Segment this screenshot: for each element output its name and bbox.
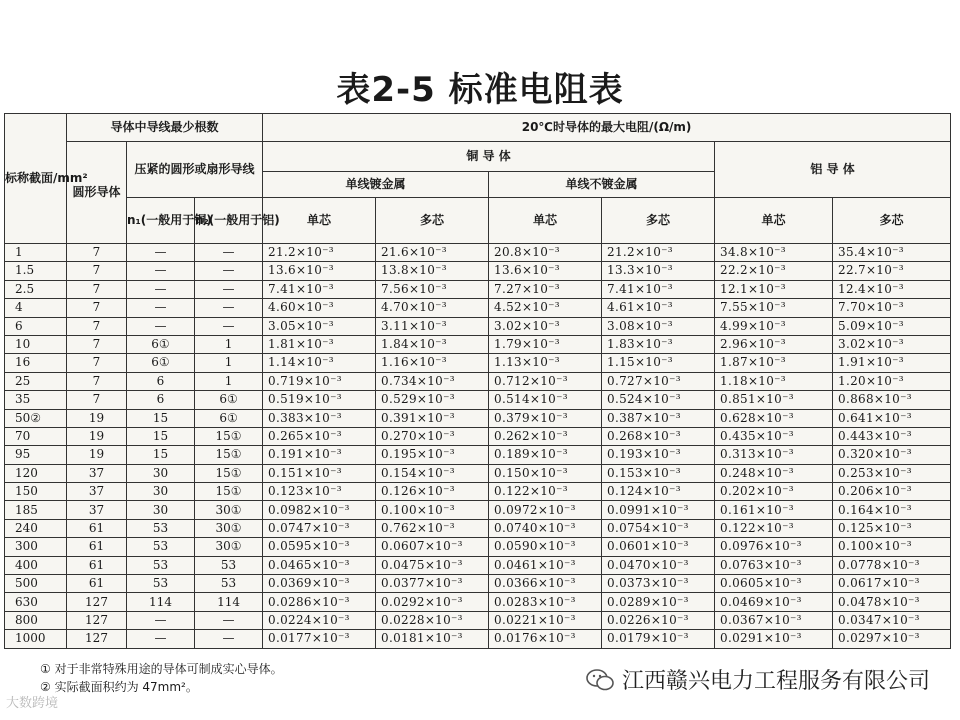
table-cell: 6① [127,354,195,372]
header-round-conductor: 圆形导体 [67,142,127,244]
table-cell: 0.164×10⁻³ [833,501,951,519]
table-cell: 6① [195,391,263,409]
table-cell: 0.0607×10⁻³ [376,538,489,556]
table-cell: 0.0475×10⁻³ [376,556,489,574]
table-cell: 15① [195,427,263,445]
header-copper: 铜 导 体 [263,142,715,172]
table-row [5,299,951,317]
table-cell: 7 [67,354,127,372]
table-cell: 21.2×10⁻³ [602,244,715,262]
table-row [5,556,951,574]
table-cell: 0.0991×10⁻³ [602,501,715,519]
table-cell: 1.91×10⁻³ [833,354,951,372]
table-cell: 61 [67,538,127,556]
table-cell: 127 [67,593,127,611]
table-cell: 0.734×10⁻³ [376,372,489,390]
table-cell: 3.05×10⁻³ [263,317,376,335]
table-cell: 3.02×10⁻³ [489,317,602,335]
table-cell: 0.0369×10⁻³ [263,575,376,593]
table-cell: — [127,630,195,648]
table-cell: 630 [5,593,67,611]
table-cell: 7 [67,244,127,262]
table-cell: 15 [127,427,195,445]
table-cell: 0.0754×10⁻³ [602,519,715,537]
table-row [5,501,951,519]
table-cell: 30 [127,483,195,501]
table-cell: 7 [67,317,127,335]
table-cell: 0.0367×10⁻³ [715,611,833,629]
table-cell: 0.628×10⁻³ [715,409,833,427]
table-cell: 7 [67,335,127,353]
header-aluminum-multi: 多芯 [833,198,951,244]
table-cell: 35.4×10⁻³ [833,244,951,262]
table-cell: — [195,262,263,280]
table-row [5,593,951,611]
table-row [5,262,951,280]
table-cell: 0.248×10⁻³ [715,464,833,482]
table-cell: 61 [67,575,127,593]
table-cell: 127 [67,630,127,648]
table-cell: 15 [127,446,195,464]
table-cell: 30① [195,519,263,537]
table-cell: 0.153×10⁻³ [602,464,715,482]
table-cell: 0.125×10⁻³ [833,519,951,537]
table-cell: 6① [127,335,195,353]
table-cell: 240 [5,519,67,537]
table-cell: 0.265×10⁻³ [263,427,376,445]
table-cell: 12.1×10⁻³ [715,280,833,298]
table-cell: 0.0221×10⁻³ [489,611,602,629]
header-unplated-multi: 多芯 [602,198,715,244]
table-cell: 50② [5,409,67,427]
table-cell: 0.0377×10⁻³ [376,575,489,593]
table-cell: 150 [5,483,67,501]
table-cell: 0.122×10⁻³ [715,519,833,537]
table-cell: 4.52×10⁻³ [489,299,602,317]
table-cell: 13.8×10⁻³ [376,262,489,280]
header-plated-single: 单芯 [263,198,376,244]
table-cell: 0.268×10⁻³ [602,427,715,445]
table-cell: — [127,280,195,298]
table-cell: 0.0976×10⁻³ [715,538,833,556]
table-cell: 1.81×10⁻³ [263,335,376,353]
table-cell: 0.195×10⁻³ [376,446,489,464]
table-cell: 0.0289×10⁻³ [602,593,715,611]
table-cell: 53 [195,556,263,574]
table-cell: 0.0283×10⁻³ [489,593,602,611]
table-cell: 0.253×10⁻³ [833,464,951,482]
table-cell: 4 [5,299,67,317]
table-cell: 400 [5,556,67,574]
table-cell: 127 [67,611,127,629]
table-cell: 0.529×10⁻³ [376,391,489,409]
watermark: 大数跨境 [6,696,59,711]
table-cell: 0.0347×10⁻³ [833,611,951,629]
table-cell: 19 [67,446,127,464]
table-cell: 6 [127,372,195,390]
table-cell: 0.122×10⁻³ [489,483,602,501]
header-aluminum: 铝 导 体 [715,142,951,198]
table-cell: — [195,280,263,298]
table-cell: 13.6×10⁻³ [489,262,602,280]
table-cell: 1 [5,244,67,262]
header-unplated-single: 单芯 [489,198,602,244]
table-cell: 53 [127,538,195,556]
table-cell: 22.2×10⁻³ [715,262,833,280]
table-cell: 95 [5,446,67,464]
header-plated-multi: 多芯 [376,198,489,244]
table-row [5,391,951,409]
table-cell: 0.206×10⁻³ [833,483,951,501]
table-cell: 1.15×10⁻³ [602,354,715,372]
table-cell: 37 [67,483,127,501]
brand-name: 江西赣兴电力工程服务有限公司 [621,669,930,694]
table-cell: 7 [67,391,127,409]
table-cell: 53 [195,575,263,593]
table-cell: 0.0763×10⁻³ [715,556,833,574]
table-cell: 0.154×10⁻³ [376,464,489,482]
footnotes [40,660,283,696]
table-cell: 300 [5,538,67,556]
table-cell: — [195,317,263,335]
table-cell: 15① [195,464,263,482]
table-cell: 0.641×10⁻³ [833,409,951,427]
table-cell: 0.189×10⁻³ [489,446,602,464]
table-cell: 0.0228×10⁻³ [376,611,489,629]
table-cell: 0.0778×10⁻³ [833,556,951,574]
table-cell: 53 [127,575,195,593]
table-cell: 0.313×10⁻³ [715,446,833,464]
table-cell: 0.0286×10⁻³ [263,593,376,611]
table-cell: 61 [67,556,127,574]
table-cell: 16 [5,354,67,372]
table-cell: 0.0740×10⁻³ [489,519,602,537]
table-cell: 0.0291×10⁻³ [715,630,833,648]
header-plated: 单线镀金属 [263,172,489,198]
table-row [5,317,951,335]
table-cell: 0.0176×10⁻³ [489,630,602,648]
table-cell: 0.727×10⁻³ [602,372,715,390]
table-cell: — [127,244,195,262]
table-body [5,244,951,649]
header-nominal-section: 标称截面/mm² [5,114,67,244]
header-unplated: 单线不镀金属 [489,172,715,198]
table-cell: 0.387×10⁻³ [602,409,715,427]
table-cell: — [127,611,195,629]
table-cell: 0.0478×10⁻³ [833,593,951,611]
table-cell: 19 [67,427,127,445]
table-cell: 6 [5,317,67,335]
table-cell: 30 [127,464,195,482]
table-cell: 53 [127,556,195,574]
table-cell: 1.20×10⁻³ [833,372,951,390]
table-cell: 0.270×10⁻³ [376,427,489,445]
table-row [5,575,951,593]
table-cell: 0.519×10⁻³ [263,391,376,409]
header-max-resistance: 20℃时导体的最大电阻/(Ω/m) [263,114,951,142]
header-compact-conductor: 压紧的圆形或扇形导线 [127,142,263,198]
table-cell: — [127,317,195,335]
table-cell: 5.09×10⁻³ [833,317,951,335]
table-row [5,427,951,445]
table-cell: 35 [5,391,67,409]
table-cell: — [195,299,263,317]
table-cell: 20.8×10⁻³ [489,244,602,262]
table-cell: 22.7×10⁻³ [833,262,951,280]
table-cell: 0.262×10⁻³ [489,427,602,445]
table-cell: 800 [5,611,67,629]
table-cell: 53 [127,519,195,537]
table-cell: 12.4×10⁻³ [833,280,951,298]
table-cell: 7 [67,372,127,390]
table-row [5,354,951,372]
footnote-2: ② 实际截面积约为 47mm²。 [40,680,198,694]
table-cell: — [127,262,195,280]
table-cell: 30 [127,501,195,519]
table-cell: — [195,611,263,629]
table-cell: 0.712×10⁻³ [489,372,602,390]
table-cell: 0.0605×10⁻³ [715,575,833,593]
table-cell: 0.0224×10⁻³ [263,611,376,629]
table-cell: 7.41×10⁻³ [263,280,376,298]
table-cell: 0.514×10⁻³ [489,391,602,409]
table-cell: 0.0469×10⁻³ [715,593,833,611]
table-cell: 0.0747×10⁻³ [263,519,376,537]
table-cell: 185 [5,501,67,519]
table-cell: 7 [67,299,127,317]
table-cell: — [195,244,263,262]
table-row [5,335,951,353]
table-row [5,630,951,648]
table-cell: 1 [195,372,263,390]
table-cell: 0.126×10⁻³ [376,483,489,501]
header-min-strands: 导体中导线最少根数 [67,114,263,142]
table-cell: 0.191×10⁻³ [263,446,376,464]
header-n1: n₁(一般用于铜) [127,198,195,244]
table-row [5,483,951,501]
table-cell: — [195,630,263,648]
table-cell: 1.5 [5,262,67,280]
table-cell: 0.391×10⁻³ [376,409,489,427]
header-aluminum-single: 单芯 [715,198,833,244]
table-cell: 0.0465×10⁻³ [263,556,376,574]
table-cell: 10 [5,335,67,353]
table-cell: 0.0601×10⁻³ [602,538,715,556]
table-cell: 3.11×10⁻³ [376,317,489,335]
page-title: 表2-5 标准电阻表 [336,70,624,110]
table-cell: 0.150×10⁻³ [489,464,602,482]
table-cell: 6① [195,409,263,427]
table-cell: 25 [5,372,67,390]
table-cell: 120 [5,464,67,482]
table-cell: 0.524×10⁻³ [602,391,715,409]
table-cell: 0.0617×10⁻³ [833,575,951,593]
table-cell: 37 [67,501,127,519]
table-cell: 0.0181×10⁻³ [376,630,489,648]
table-cell: 0.100×10⁻³ [376,501,489,519]
table-cell: 4.70×10⁻³ [376,299,489,317]
table-cell: 0.0972×10⁻³ [489,501,602,519]
table-cell: 0.0590×10⁻³ [489,538,602,556]
table-cell: — [127,299,195,317]
table-cell: 21.2×10⁻³ [263,244,376,262]
table-cell: 15① [195,446,263,464]
table-cell: 21.6×10⁻³ [376,244,489,262]
table-cell: 1 [195,354,263,372]
table-cell: 15① [195,483,263,501]
table-cell: 0.0226×10⁻³ [602,611,715,629]
table-row [5,464,951,482]
table-cell: 0.161×10⁻³ [715,501,833,519]
table-cell: 0.0982×10⁻³ [263,501,376,519]
table-cell: 70 [5,427,67,445]
table-cell: 7.27×10⁻³ [489,280,602,298]
table-cell: 7.41×10⁻³ [602,280,715,298]
header-n2: n₂(一般用于铝) [195,198,263,244]
table-cell: 1.14×10⁻³ [263,354,376,372]
table-cell: 0.383×10⁻³ [263,409,376,427]
table-row [5,280,951,298]
table-cell: 30① [195,538,263,556]
table-cell: 1 [195,335,263,353]
footnote-1: ① 对于非常特殊用途的导体可制成实心导体。 [40,662,283,676]
table-cell: 0.0366×10⁻³ [489,575,602,593]
table-cell: 6 [127,391,195,409]
table-cell: 7 [67,280,127,298]
table-cell: 114 [195,593,263,611]
table-cell: 34.8×10⁻³ [715,244,833,262]
table-cell: 0.868×10⁻³ [833,391,951,409]
table-cell: 2.96×10⁻³ [715,335,833,353]
table-cell: 1.83×10⁻³ [602,335,715,353]
table-cell: 1000 [5,630,67,648]
table-cell: 0.100×10⁻³ [833,538,951,556]
table-cell: 0.0292×10⁻³ [376,593,489,611]
table-cell: 7.56×10⁻³ [376,280,489,298]
wechat-icon [586,668,614,692]
table-cell: 7 [67,262,127,280]
table-cell: 0.0461×10⁻³ [489,556,602,574]
table-row [5,244,951,262]
table-cell: 0.762×10⁻³ [376,519,489,537]
table-cell: 0.0470×10⁻³ [602,556,715,574]
table-cell: 15 [127,409,195,427]
table-cell: 0.0373×10⁻³ [602,575,715,593]
table-cell: 4.99×10⁻³ [715,317,833,335]
table-cell: 2.5 [5,280,67,298]
table-row [5,409,951,427]
table-cell: 3.08×10⁻³ [602,317,715,335]
table-cell: 1.16×10⁻³ [376,354,489,372]
table-cell: 1.18×10⁻³ [715,372,833,390]
table-cell: 1.84×10⁻³ [376,335,489,353]
table-cell: 0.202×10⁻³ [715,483,833,501]
table-cell: 0.0177×10⁻³ [263,630,376,648]
table-cell: 19 [67,409,127,427]
table-cell: 3.02×10⁻³ [833,335,951,353]
table-cell: 500 [5,575,67,593]
table-cell: 30① [195,501,263,519]
table-cell: 37 [67,464,127,482]
table-cell: 0.435×10⁻³ [715,427,833,445]
table-row [5,538,951,556]
table-cell: 61 [67,519,127,537]
table-row [5,446,951,464]
table-cell: 13.3×10⁻³ [602,262,715,280]
table-cell: 13.6×10⁻³ [263,262,376,280]
table-cell: 0.123×10⁻³ [263,483,376,501]
table-cell: 0.124×10⁻³ [602,483,715,501]
table-cell: 1.79×10⁻³ [489,335,602,353]
table-cell: 0.0297×10⁻³ [833,630,951,648]
table-cell: 0.151×10⁻³ [263,464,376,482]
brand-label [586,664,930,695]
table-cell: 0.193×10⁻³ [602,446,715,464]
table-row [5,519,951,537]
table-cell: 0.719×10⁻³ [263,372,376,390]
table-cell: 7.70×10⁻³ [833,299,951,317]
table-row [5,611,951,629]
table-cell: 0.443×10⁻³ [833,427,951,445]
table-cell: 1.13×10⁻³ [489,354,602,372]
table-cell: 1.87×10⁻³ [715,354,833,372]
table-cell: 4.60×10⁻³ [263,299,376,317]
table-cell: 0.379×10⁻³ [489,409,602,427]
table-cell: 7.55×10⁻³ [715,299,833,317]
resistance-table [4,113,951,649]
table-cell: 114 [127,593,195,611]
table-cell: 0.851×10⁻³ [715,391,833,409]
table-cell: 4.61×10⁻³ [602,299,715,317]
table-row [5,372,951,390]
table-cell: 0.0595×10⁻³ [263,538,376,556]
table-cell: 0.320×10⁻³ [833,446,951,464]
table-cell: 0.0179×10⁻³ [602,630,715,648]
